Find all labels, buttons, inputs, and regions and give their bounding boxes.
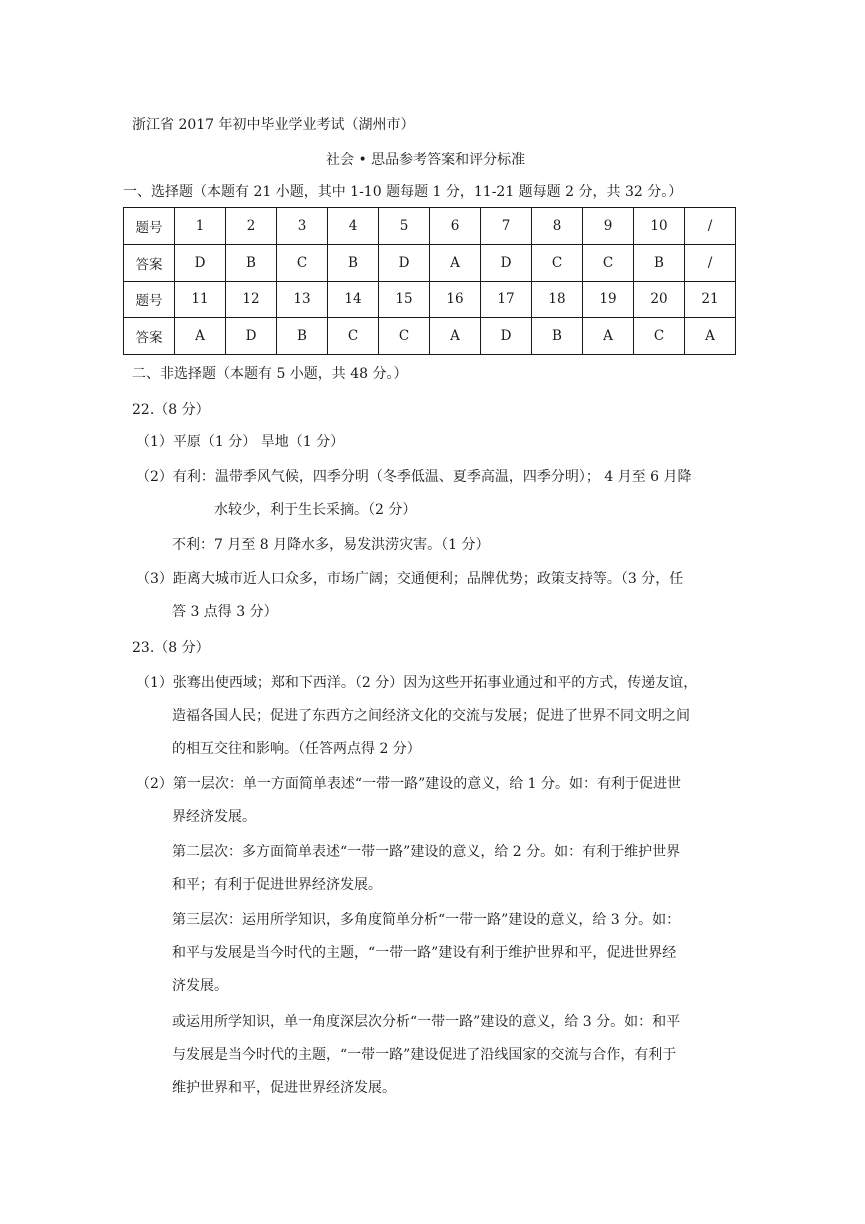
q22-part3-line2: 答 3 点得 3 分） xyxy=(172,604,278,620)
answer-table xyxy=(123,207,736,355)
table-cell: A xyxy=(430,244,481,281)
q22-part1: （1）平原（1 分） 旱地（1 分） xyxy=(136,434,345,450)
table-cell: B xyxy=(532,318,583,355)
table-cell: 19 xyxy=(583,281,634,318)
table-row xyxy=(124,318,736,355)
table-cell: B xyxy=(226,244,277,281)
q23-alt-line3: 维护世界和平，促进世界经济发展。 xyxy=(172,1080,396,1096)
table-cell: C xyxy=(583,244,634,281)
table-cell: C xyxy=(532,244,583,281)
q23-level3-line2: 和平与发展是当今时代的主题，“一带一路”建设有利于维护世界和平，促进世界经 xyxy=(172,945,677,961)
table-cell: 7 xyxy=(481,208,532,245)
q23-alt-line1: 或运用所学知识，单一角度深层次分析“一带一路”建设的意义，给 3 分。如：和平 xyxy=(172,1014,681,1030)
table-cell: 5 xyxy=(379,208,430,245)
table-cell: 6 xyxy=(430,208,481,245)
table-cell: 2 xyxy=(226,208,277,245)
table-cell: B xyxy=(634,244,685,281)
page-title: 社会 • 思品参考答案和评分标准 xyxy=(326,152,526,168)
section-nonchoice-heading: 二、非选择题（本题有 5 小题，共 48 分。） xyxy=(132,366,408,382)
q23-alt-line2: 与发展是当今时代的主题，“一带一路”建设促进了沿线国家的交流与合作，有利于 xyxy=(172,1047,677,1063)
table-cell: D xyxy=(226,318,277,355)
table-cell: B xyxy=(277,318,328,355)
q23-part1-line3: 的相互交往和影响。（任答两点得 2 分） xyxy=(172,741,421,757)
table-row xyxy=(124,281,736,318)
table-cell: 14 xyxy=(328,281,379,318)
table-row-header: 答案 xyxy=(124,244,175,281)
table-cell: C xyxy=(379,318,430,355)
section-choice-heading: 一、选择题（本题有 21 小题，其中 1-10 题每题 1 分，11-21 题每题 2 分，共 32 分。） xyxy=(123,184,683,200)
table-cell: 13 xyxy=(277,281,328,318)
q22-part2-line1: （2）有利：温带季风气候，四季分明（冬季低温、夏季高温，四季分明）； 4 月至 6 月降 xyxy=(136,469,692,485)
q22-part3-line1: （3）距离大城市近人口众多，市场广阔；交通便利；品牌优势；政策支持等。（3 分，任 xyxy=(136,571,684,587)
table-cell: C xyxy=(277,244,328,281)
q23-part1-line1: （1）张骞出使西域；郑和下西洋。（2 分）因为这些开拓事业通过和平的方式，传递友谊， xyxy=(136,675,698,691)
q23-heading: 23.（8 分） xyxy=(132,640,210,656)
table-cell: A xyxy=(430,318,481,355)
table-cell: / xyxy=(685,244,736,281)
table-row-header: 答案 xyxy=(124,318,175,355)
q23-level2-line2: 和平；有利于促进世界经济发展。 xyxy=(172,877,382,893)
table-cell: 8 xyxy=(532,208,583,245)
table-cell: A xyxy=(583,318,634,355)
q23-level3-line1: 第三层次：运用所学知识，多角度简单分析“一带一路”建设的意义，给 3 分。如： xyxy=(172,912,681,928)
table-cell: C xyxy=(634,318,685,355)
table-cell: D xyxy=(481,244,532,281)
table-cell: B xyxy=(328,244,379,281)
table-row xyxy=(124,244,736,281)
table-cell: 21 xyxy=(685,281,736,318)
q22-heading: 22.（8 分） xyxy=(132,402,210,418)
table-cell: 20 xyxy=(634,281,685,318)
table-cell: 17 xyxy=(481,281,532,318)
table-row xyxy=(124,208,736,245)
table-cell: / xyxy=(685,208,736,245)
table-row-header: 题号 xyxy=(124,281,175,318)
q23-part2-line2: 界经济发展。 xyxy=(172,809,256,825)
table-cell: A xyxy=(685,318,736,355)
table-cell: 11 xyxy=(175,281,226,318)
q23-part2-line1: （2）第一层次：单一方面简单表述“一带一路”建设的意义，给 1 分。如：有利于促进世 xyxy=(136,776,682,792)
table-cell: D xyxy=(175,244,226,281)
table-cell: 10 xyxy=(634,208,685,245)
q23-part1-line2: 造福各国人民；促进了东西方之间经济文化的交流与发展；促进了世界不同文明之间 xyxy=(172,708,690,724)
table-row-header: 题号 xyxy=(124,208,175,245)
table-cell: 3 xyxy=(277,208,328,245)
table-cell: A xyxy=(175,318,226,355)
table-cell: 4 xyxy=(328,208,379,245)
q22-part2-line2: 水较少，利于生长采摘。（2 分） xyxy=(214,502,417,518)
table-cell: 15 xyxy=(379,281,430,318)
table-cell: D xyxy=(481,318,532,355)
q23-level2-line1: 第二层次：多方面简单表述“一带一路”建设的意义，给 2 分。如：有利于维护世界 xyxy=(172,844,681,860)
table-cell: D xyxy=(379,244,430,281)
table-cell: 1 xyxy=(175,208,226,245)
exam-header: 浙江省 2017 年初中毕业学业考试（湖州市） xyxy=(132,117,415,133)
table-cell: C xyxy=(328,318,379,355)
table-cell: 18 xyxy=(532,281,583,318)
q23-level3-line3: 济发展。 xyxy=(172,978,228,994)
q22-part2-line3: 不利：7 月至 8 月降水多，易发洪涝灾害。（1 分） xyxy=(172,537,490,553)
table-cell: 9 xyxy=(583,208,634,245)
table-cell: 12 xyxy=(226,281,277,318)
table-cell: 16 xyxy=(430,281,481,318)
